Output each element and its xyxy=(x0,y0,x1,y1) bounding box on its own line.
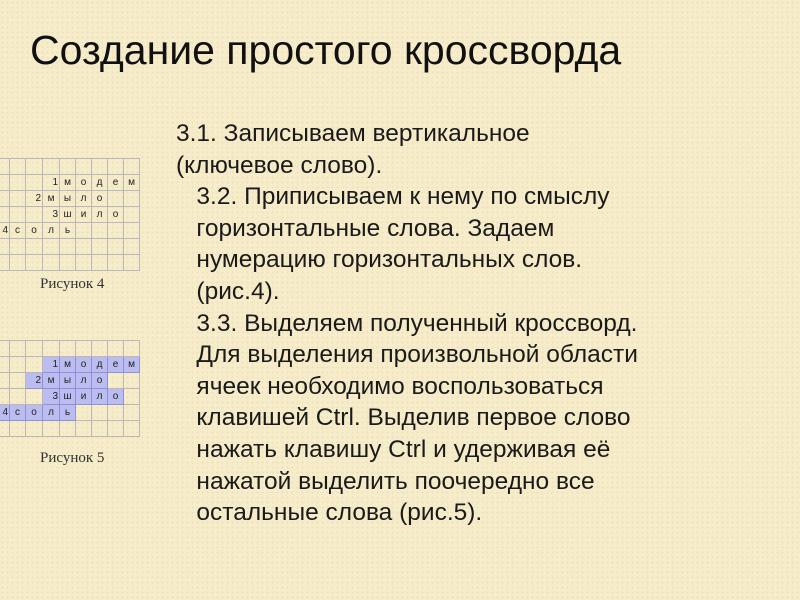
letter-cell: л xyxy=(92,389,108,405)
empty-cell xyxy=(124,207,140,223)
empty-cell xyxy=(76,159,92,175)
empty-cell xyxy=(10,341,26,357)
letter-cell: м xyxy=(43,373,60,389)
letter-cell: о xyxy=(76,357,92,373)
empty-cell xyxy=(43,239,60,255)
word-number-cell: 2 xyxy=(26,191,43,207)
empty-cell xyxy=(76,255,92,271)
letter-cell: ь xyxy=(60,223,76,239)
empty-cell xyxy=(60,255,76,271)
empty-cell xyxy=(26,389,43,405)
empty-cell xyxy=(76,421,92,437)
empty-cell xyxy=(124,255,140,271)
crossword-row xyxy=(0,389,140,405)
letter-cell: е xyxy=(108,357,124,373)
letter-cell: и xyxy=(76,389,92,405)
word-number-cell: 3 xyxy=(43,207,60,223)
crossword-row xyxy=(0,191,140,207)
crossword-row xyxy=(0,255,140,271)
empty-cell xyxy=(92,239,108,255)
empty-cell xyxy=(43,159,60,175)
letter-cell: о xyxy=(108,389,124,405)
crossword-row xyxy=(0,373,140,389)
empty-cell xyxy=(0,341,10,357)
letter-cell: л xyxy=(43,405,60,421)
empty-cell xyxy=(124,223,140,239)
letter-cell: и xyxy=(76,207,92,223)
crossword-row xyxy=(0,357,140,373)
empty-cell xyxy=(108,223,124,239)
letter-cell: ш xyxy=(60,389,76,405)
empty-cell xyxy=(108,341,124,357)
empty-cell xyxy=(108,421,124,437)
empty-cell xyxy=(43,255,60,271)
slide-body xyxy=(176,118,776,529)
empty-cell xyxy=(76,223,92,239)
empty-cell xyxy=(0,159,10,175)
paragraph-3-1: 3.1. Записываем вертикальное (ключевое слово). xyxy=(176,120,530,179)
empty-cell xyxy=(26,341,43,357)
letter-cell: ь xyxy=(60,405,76,421)
crossword-row xyxy=(0,159,140,175)
empty-cell xyxy=(10,389,26,405)
empty-cell xyxy=(124,159,140,175)
empty-cell xyxy=(26,255,43,271)
empty-cell xyxy=(26,357,43,373)
word-number-cell: 4 xyxy=(0,223,10,239)
empty-cell xyxy=(43,421,60,437)
letter-cell: л xyxy=(76,373,92,389)
empty-cell xyxy=(60,341,76,357)
letter-cell: о xyxy=(26,405,43,421)
letter-cell: м xyxy=(124,357,140,373)
empty-cell xyxy=(10,175,26,191)
letter-cell: л xyxy=(43,223,60,239)
paragraph-3-2: 3.2. Приписываем к нему по смыслу горизонтальные слова. Задаем нумерацию горизонтальных слов. (рис.4). xyxy=(196,183,610,305)
letter-cell: о xyxy=(92,191,108,207)
letter-cell: м xyxy=(43,191,60,207)
letter-cell: с xyxy=(10,223,26,239)
letter-cell: м xyxy=(60,357,76,373)
empty-cell xyxy=(124,389,140,405)
letter-cell: о xyxy=(76,175,92,191)
empty-cell xyxy=(10,421,26,437)
empty-cell xyxy=(60,239,76,255)
paragraph-3-3: 3.3. Выделяем полученный кроссворд. Для выделения произвольной области ячеек необходимо воспользоваться клавишей Ctrl. Выделив первое слово нажать клавишу Ctrl и удерживая её нажатой выделить поочередно все остальные слова (рис.5). xyxy=(196,309,638,527)
crossword-row xyxy=(0,421,140,437)
empty-cell xyxy=(60,421,76,437)
empty-cell xyxy=(92,341,108,357)
letter-cell: ы xyxy=(60,191,76,207)
empty-cell xyxy=(0,239,10,255)
empty-cell xyxy=(124,341,140,357)
empty-cell xyxy=(26,175,43,191)
empty-cell xyxy=(108,405,124,421)
empty-cell xyxy=(26,207,43,223)
empty-cell xyxy=(92,223,108,239)
empty-cell xyxy=(0,389,10,405)
word-number-cell: 4 xyxy=(0,405,10,421)
letter-cell: м xyxy=(60,175,76,191)
empty-cell xyxy=(10,159,26,175)
empty-cell xyxy=(76,341,92,357)
word-number-cell: 2 xyxy=(26,373,43,389)
crossword-figure-5 xyxy=(0,340,140,437)
letter-cell: ш xyxy=(60,207,76,223)
word-number-cell: 1 xyxy=(43,357,60,373)
letter-cell: о xyxy=(92,373,108,389)
figure-4-caption: Рисунок 4 xyxy=(40,276,105,292)
empty-cell xyxy=(10,207,26,223)
empty-cell xyxy=(92,421,108,437)
empty-cell xyxy=(92,159,108,175)
empty-cell xyxy=(26,239,43,255)
empty-cell xyxy=(0,373,10,389)
empty-cell xyxy=(10,357,26,373)
letter-cell: е xyxy=(108,175,124,191)
empty-cell xyxy=(10,255,26,271)
letter-cell: м xyxy=(124,175,140,191)
word-number-cell: 1 xyxy=(43,175,60,191)
letter-cell: д xyxy=(92,175,108,191)
crossword-row xyxy=(0,239,140,255)
letter-cell: л xyxy=(76,191,92,207)
empty-cell xyxy=(43,341,60,357)
empty-cell xyxy=(124,191,140,207)
empty-cell xyxy=(26,421,43,437)
empty-cell xyxy=(0,357,10,373)
slide-title: Создание простого кроссворда xyxy=(30,27,622,73)
empty-cell xyxy=(0,175,10,191)
figure-5-caption: Рисунок 5 xyxy=(40,450,105,466)
empty-cell xyxy=(108,159,124,175)
empty-cell xyxy=(10,373,26,389)
crossword-row xyxy=(0,341,140,357)
empty-cell xyxy=(0,255,10,271)
empty-cell xyxy=(108,255,124,271)
empty-cell xyxy=(108,239,124,255)
empty-cell xyxy=(60,159,76,175)
empty-cell xyxy=(124,421,140,437)
empty-cell xyxy=(76,239,92,255)
empty-cell xyxy=(0,421,10,437)
letter-cell: о xyxy=(26,223,43,239)
empty-cell xyxy=(124,239,140,255)
letter-cell: л xyxy=(92,207,108,223)
empty-cell xyxy=(26,159,43,175)
empty-cell xyxy=(76,405,92,421)
empty-cell xyxy=(108,373,124,389)
letter-cell: о xyxy=(108,207,124,223)
empty-cell xyxy=(0,207,10,223)
empty-cell xyxy=(92,405,108,421)
empty-cell xyxy=(124,405,140,421)
empty-cell xyxy=(10,191,26,207)
letter-cell: д xyxy=(92,357,108,373)
empty-cell xyxy=(92,255,108,271)
empty-cell xyxy=(0,191,10,207)
crossword-row xyxy=(0,405,140,421)
crossword-row xyxy=(0,207,140,223)
letter-cell: с xyxy=(10,405,26,421)
word-number-cell: 3 xyxy=(43,389,60,405)
empty-cell xyxy=(108,191,124,207)
crossword-row xyxy=(0,175,140,191)
letter-cell: ы xyxy=(60,373,76,389)
empty-cell xyxy=(124,373,140,389)
crossword-figure-4 xyxy=(0,158,140,271)
crossword-row xyxy=(0,223,140,239)
empty-cell xyxy=(10,239,26,255)
